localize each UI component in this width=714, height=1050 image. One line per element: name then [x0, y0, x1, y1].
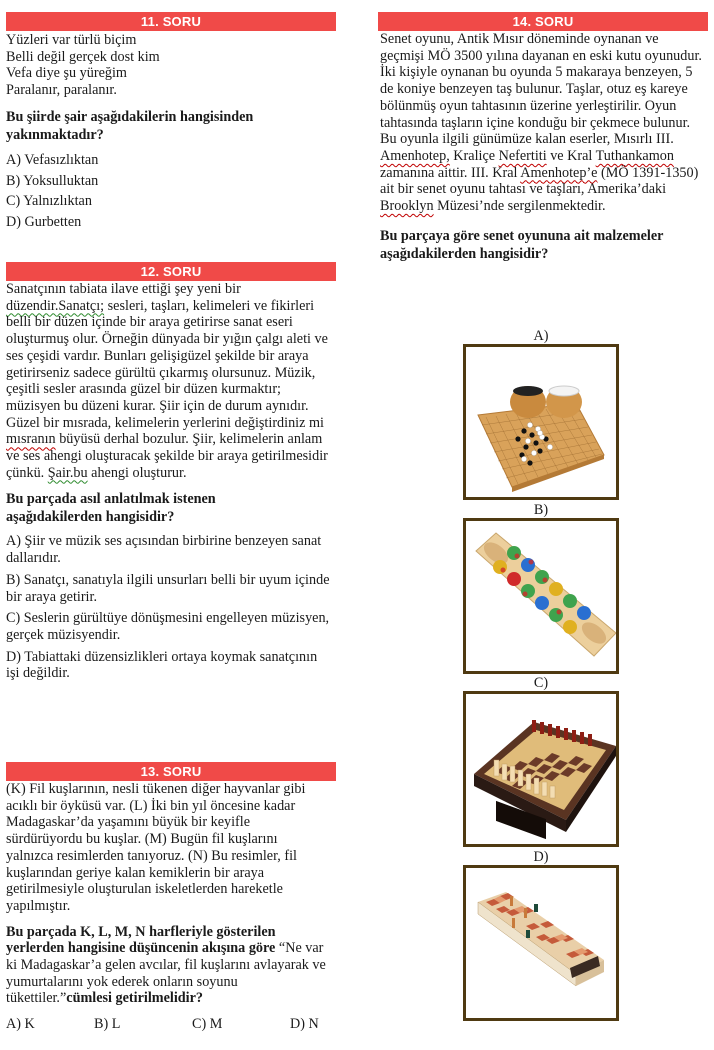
mancala-board-image[interactable] — [463, 518, 619, 674]
chess-set-with-drawer-image[interactable] — [463, 691, 619, 847]
poem-line: Paralanır, paralanır. — [6, 82, 117, 99]
passage-text: Senet oyunu, Antik Mısır döneminde oynanan ve geçmişi MÖ 3500 yılına dayanan en eski kutu oyunudur. İki kişiyle oynanan bu oyunda 5 makaraya benzeyen, 5 de koniye benzeyen taş bulunur. Taşlar, otuz eş kareye bölünmüş oyun tahtasının üzerine yerleştirilir. Oyun tahtasında taşların içine konduğu bir çekmece bulunur. Bu oyunla ilgili günümüze kalan eserler, Mısırlı III. — [380, 31, 702, 148]
passage-text: büyüsü derhal bozulur. Şiir, kelimelerin anlam ve ses ahengi oluşturacak şekilde bir araya getirilmesidir çünkü. — [6, 431, 328, 481]
q13-question — [6, 924, 331, 1008]
passage-text: Sanatçının tabiata ilave ettiği şey yeni bir — [6, 281, 241, 297]
passage-text: zamanına aittir. III. Kral — [380, 164, 521, 181]
passage-text-marked: düzendir.Sanatçı; — [6, 297, 105, 314]
q14-question: Bu parçaya göre senet oyununa ait malzemeler aşağıdakilerden hangisidir? — [380, 227, 664, 262]
passage-text-marked: mısranın — [6, 431, 56, 448]
q11-poem — [6, 32, 336, 99]
passage-text-marked: Nefertiti — [498, 147, 547, 164]
poem-line: Yüzleri var türlü biçim — [6, 32, 137, 48]
q14-option-d[interactable] — [463, 849, 619, 1021]
poem-line: Vefa diye şu yüreğim — [6, 65, 127, 82]
senet-board-with-drawer-image[interactable] — [463, 865, 619, 1021]
passage-text: ahengi oluşturur. — [87, 464, 187, 481]
q14-option-c[interactable] — [463, 675, 619, 847]
q12-option-d[interactable]: D) Tabiattaki düzensizlikleri ortaya koymak sanatçının işi değildir. — [6, 648, 318, 682]
q11-option-c[interactable]: C) Yalnızlıktan — [6, 193, 92, 210]
poem-line: Belli değil gerçek dost kim — [6, 48, 160, 65]
question-11 — [6, 12, 336, 231]
question-12 — [6, 262, 336, 682]
passage-text: ve Kral — [546, 147, 596, 164]
q14-option-b[interactable] — [463, 502, 619, 674]
q12-option-b[interactable]: B) Sanatçı, sanatıyla ilgili unsurları belli bir uyum içinde bir araya getirir. — [6, 571, 330, 605]
passage-text-marked: Brooklyn — [380, 198, 434, 215]
q13-passage: (K) Fil kuşlarının, nesli tükenen diğer hayvanlar gibi acıklı bir öyküsü var. (L) İki bin yıl öncesine kadar Madagaskar’da yaşamını büyük bir keyifle sürdürüyordu bu kuşlar. (M) Bugün fil kuşlarını yalnızca resimlerden tanıyoruz. (N) Bu resimler, fil kuşlarından geriye kalan kemiklerin bir araya getirilmesiyle oluşturulan iskeletlerden hareketle yapılmıştır. — [6, 781, 306, 914]
passage-text: Kraliçe — [449, 147, 499, 164]
passage-text: Müzesi’nde sergilenmektedir. — [433, 198, 606, 215]
question-14-header: 14. SORU — [378, 12, 708, 31]
q14-option-a[interactable] — [463, 328, 619, 500]
q13-question-bold: Bu parçada K, L, M, N harfleriyle gösterilen yerlerden hangisine düşüncenin akışına göre — [6, 923, 276, 957]
q11-question: Bu şiirde şair aşağıdakilerin hangisinden yakınmaktadır? — [6, 108, 254, 143]
question-12-header: 12. SORU — [6, 262, 336, 281]
q13-option-c[interactable]: C) M — [192, 1016, 223, 1033]
passage-text-marked: Şair.bu — [47, 464, 88, 481]
q13-option-a[interactable]: A) K — [6, 1016, 35, 1033]
question-11-header: 11. SORU — [6, 12, 336, 31]
question-13 — [6, 762, 336, 1033]
q12-passage — [6, 281, 328, 481]
passage-text: (MÖ 1391-1350) ait bir senet oyunu tahtası ve taşları, Amerika’daki — [380, 164, 699, 198]
q12-option-c[interactable]: C) Seslerin gürültüye dönüşmesini engelleyen müzisyen, gerçek müzisyendir. — [6, 610, 330, 643]
q13-question-quote: “Ne var ki Madagaskar’a gelen avcılar, fil kuşlarını avlayarak ve yumurtalarını yok ederek onların soyunu tükettiler.” — [6, 940, 326, 1007]
q13-option-d[interactable]: D) N — [290, 1016, 319, 1033]
option-label: D) — [533, 849, 549, 865]
q12-question: Bu parçada asıl anlatılmak istenen aşağıdakilerden hangisidir? — [6, 491, 216, 526]
q11-option-d[interactable]: D) Gurbetten — [6, 213, 82, 230]
option-label: B) — [533, 502, 549, 518]
q13-question-end: cümlesi getirilmelidir? — [66, 990, 203, 1007]
passage-text-marked: Amenhotep’e — [520, 164, 598, 181]
passage-text-marked: Amenhotep, — [380, 147, 450, 164]
option-label: A) — [533, 328, 549, 344]
question-14 — [378, 12, 708, 263]
passage-text-marked: Tuthankamon — [595, 147, 674, 164]
passage-text: sesleri, taşları, kelimeleri ve fikirleri belli bir düzen içinde bir araya getirirse sanat eseri oluşturmuş olur. Örneğin dünyada bir yığın çalgı aleti ve ses çeşidi vardır. Bunları gelişigüzel şekilde bir araya getirirseniz sadece gürültü çıkarmış olursunuz. Müzik, çeşitli sesler arasında güzel bir düzen kurmaktır; müzisyen bu düzeni kurar. Şiir için de durum aynıdır. Güzel bir mısrada, kelimelerin yerlerini değiştirdiniz mi — [6, 297, 328, 431]
q11-option-b[interactable]: B) Yoksulluktan — [6, 172, 99, 189]
go-board-with-bowls-image[interactable] — [463, 344, 619, 500]
q14-passage — [380, 31, 702, 215]
question-13-header: 13. SORU — [6, 762, 336, 781]
q13-options — [6, 1016, 336, 1033]
q12-option-a[interactable]: A) Şiir ve müzik ses açısından birbirine benzeyen sanat dallarıdır. — [6, 533, 322, 567]
q13-option-b[interactable]: B) L — [94, 1016, 121, 1033]
q11-option-a[interactable]: A) Vefasızlıktan — [6, 151, 99, 168]
option-label: C) — [533, 675, 549, 691]
